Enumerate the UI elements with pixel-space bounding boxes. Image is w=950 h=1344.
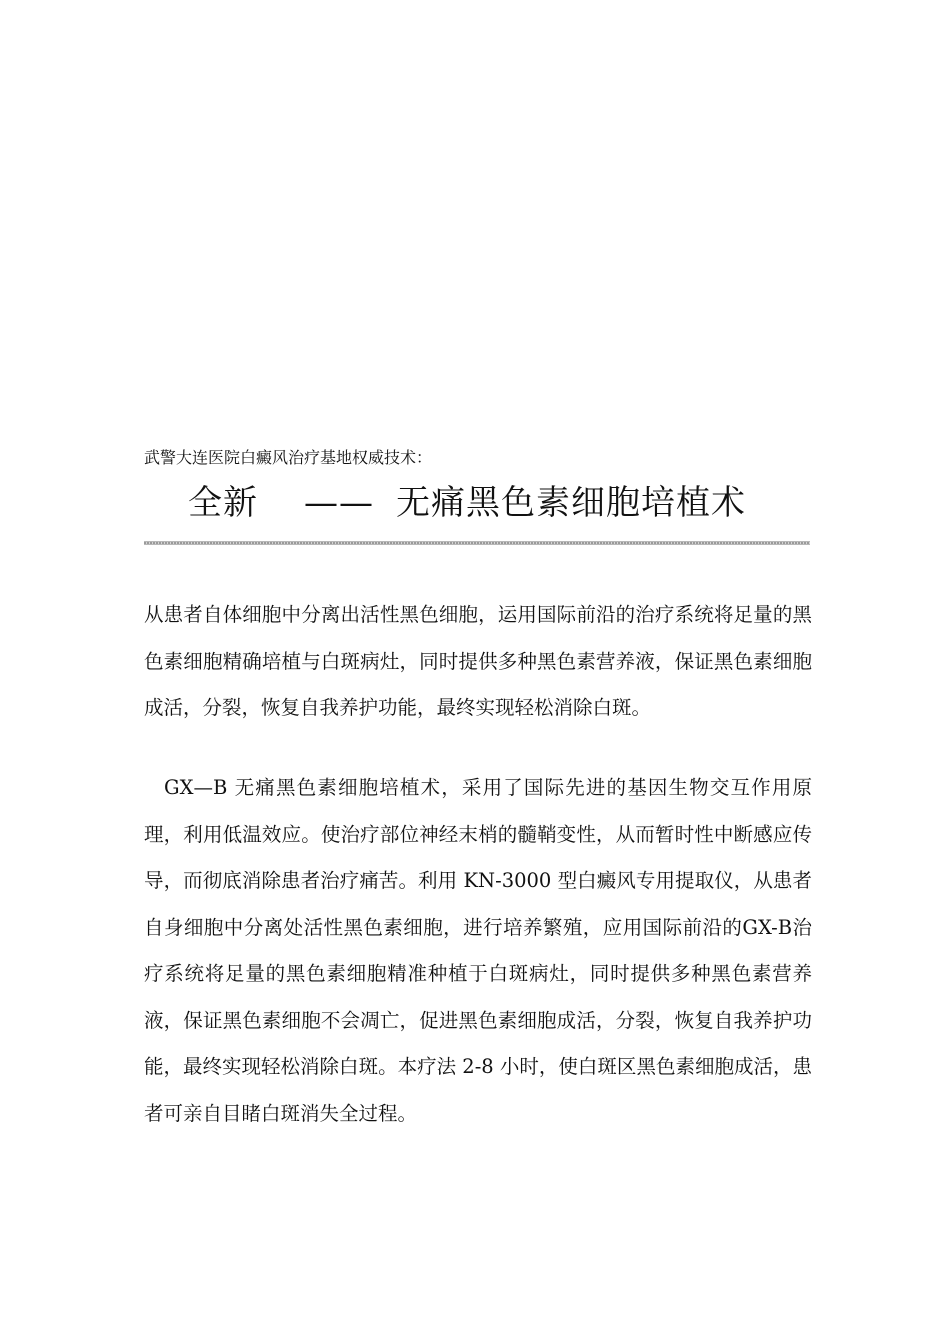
title-divider <box>144 541 810 545</box>
title-dash: —— <box>304 483 374 523</box>
title-part-technique: 无痛黑色素细胞培植术 <box>396 483 746 523</box>
document-subtitle: 武警大连医院白癜风治疗基地权威技术： <box>144 448 433 467</box>
paragraph-details: GX—B 无痛黑色素细胞培植术，采用了国际先进的基因生物交互作用原理，利用低温效应。使治疗部位神经末梢的髓鞘变性，从而暂时性中断感应传导，而彻底消除患者治疗痛苦。利用 KN-3000 型白癜风专用提取仪，从患者自身细胞中分离处活性黑色素细胞，进行培养繁殖，应用国际前沿的GX-B治疗系统将足量的黑色素细胞精准种植于白斑病灶，同时提供多种黑色素营养液，保证黑色素细胞不会凋亡，促进黑色素细胞成活，分裂，恢复自我养护功能，最终实现轻松消除白斑。本疗法 2-8 小时，使白斑区黑色素细胞成活，患者可亲自目睹白斑消失全过程。 <box>144 776 812 1125</box>
title-part-new: 全新 <box>188 483 258 523</box>
document-title <box>188 480 746 526</box>
paragraph-intro: 从患者自体细胞中分离出活性黑色细胞，运用国际前沿的治疗系统将足量的黑色素细胞精确培植与白斑病灶，同时提供多种黑色素营养液，保证黑色素细胞成活，分裂，恢复自我养护功能，最终实现轻松消除白斑。 <box>144 603 812 719</box>
